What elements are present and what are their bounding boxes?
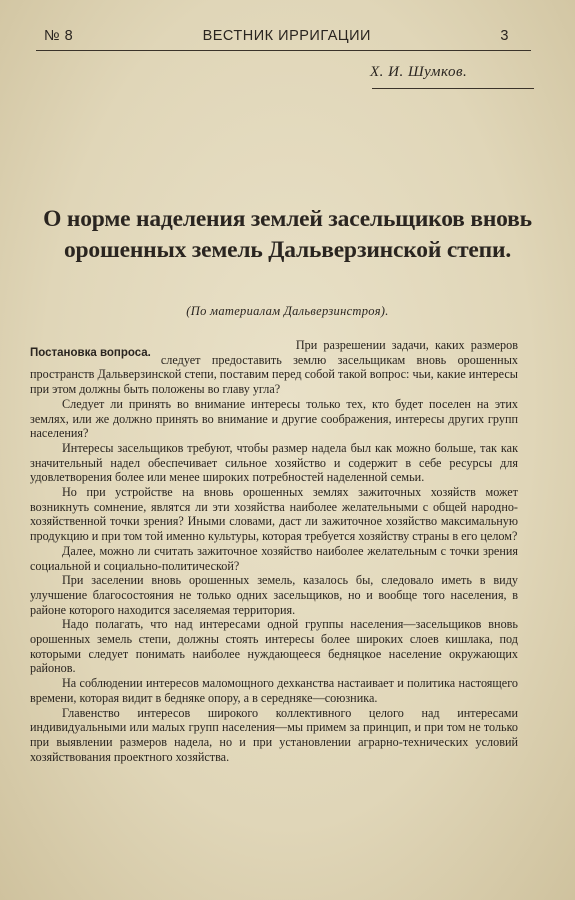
source-note: (По материалам Дальверзинстроя). xyxy=(186,304,389,318)
author-name: Х. И. Шумков. xyxy=(370,64,468,80)
header-divider xyxy=(36,50,531,51)
paragraph-2: Следует ли принять во внимание интересы только тех, кто будет поселен на этих землях, или же должно принять во внимание и другие соображения, интересы других групп населения? xyxy=(30,396,518,441)
paragraph-1 xyxy=(30,338,518,397)
paragraph-4: Но при устройстве на вновь орошенных землях зажиточных хозяйств может возникнуть сомнение, являтся ли эти хозяйства наиболее желательными с общей народно-хозяйственной точки зрения? Иными словами, даст ли зажиточное хозяйство максимальную продукцию и при том той именно культуры, которая требуется хозяйству страны в его целом? xyxy=(30,485,518,544)
paragraph-7: Надо полагать, что над интересами одной группы населения—засельщиков вновь орошенных земель степи, должны стоять интересы более широких слоев кишлака, под которыми следует понимать наиболее нуждающееся бедняцкое население окружающих районов. xyxy=(30,617,518,676)
paragraph-9: Главенство интересов широкого коллективного целого над интересами индивидуальными или малых групп населения—мы примем за принцип, и при том не только при выявлении размеров надела, но и при установлении аграрно-технических условий хозяйствования проектного хозяйства. xyxy=(30,705,518,764)
paragraph-3: Интересы засельщиков требуют, чтобы размер надела был как можно больше, так как значительный надел обеспечивает сильное хозяйство и содержит в себе ресурсы для удовлетворения более или менее широких потребностей наделенной семьи. xyxy=(30,440,518,485)
journal-title: ВЕСТНИК ИРРИГАЦИИ xyxy=(202,28,371,44)
issue-number: № 8 xyxy=(44,28,74,44)
paragraph-8: На соблюдении интересов маломощного дехканства настаивает и политика настоящего времени, которая видит в бедняке опору, а в середняке—союзника. xyxy=(30,676,518,705)
author-underline xyxy=(372,88,534,89)
section-heading: Постановка вопроса. xyxy=(30,347,151,359)
page-number: 3 xyxy=(500,28,509,44)
article-body xyxy=(30,338,518,764)
running-header xyxy=(44,28,509,44)
paragraph-5: Далее, можно ли считать зажиточное хозяйство наиболее желательным с точки зрения социальной и социально-политической? xyxy=(30,543,518,573)
paragraph-1-text: При разрешении задачи, каких размеров следует предоставить землю засельщикам вновь орошенных пространств Дальверзинской степи, поставим перед собой такой вопрос: чьи, какие интересы при этом должны быть положены во главу угла? xyxy=(30,338,518,397)
article-title: О норме наделения землей засельщиков вновь орошенных земель Дальверзинской степи. xyxy=(43,206,532,263)
paragraph-6: При заселении вновь орошенных земель, казалось бы, следовало иметь в виду улучшение благосостояния не только одних засельщиков, но и вообще того населения, в районе которого находится заселяемая территория. xyxy=(30,573,518,617)
